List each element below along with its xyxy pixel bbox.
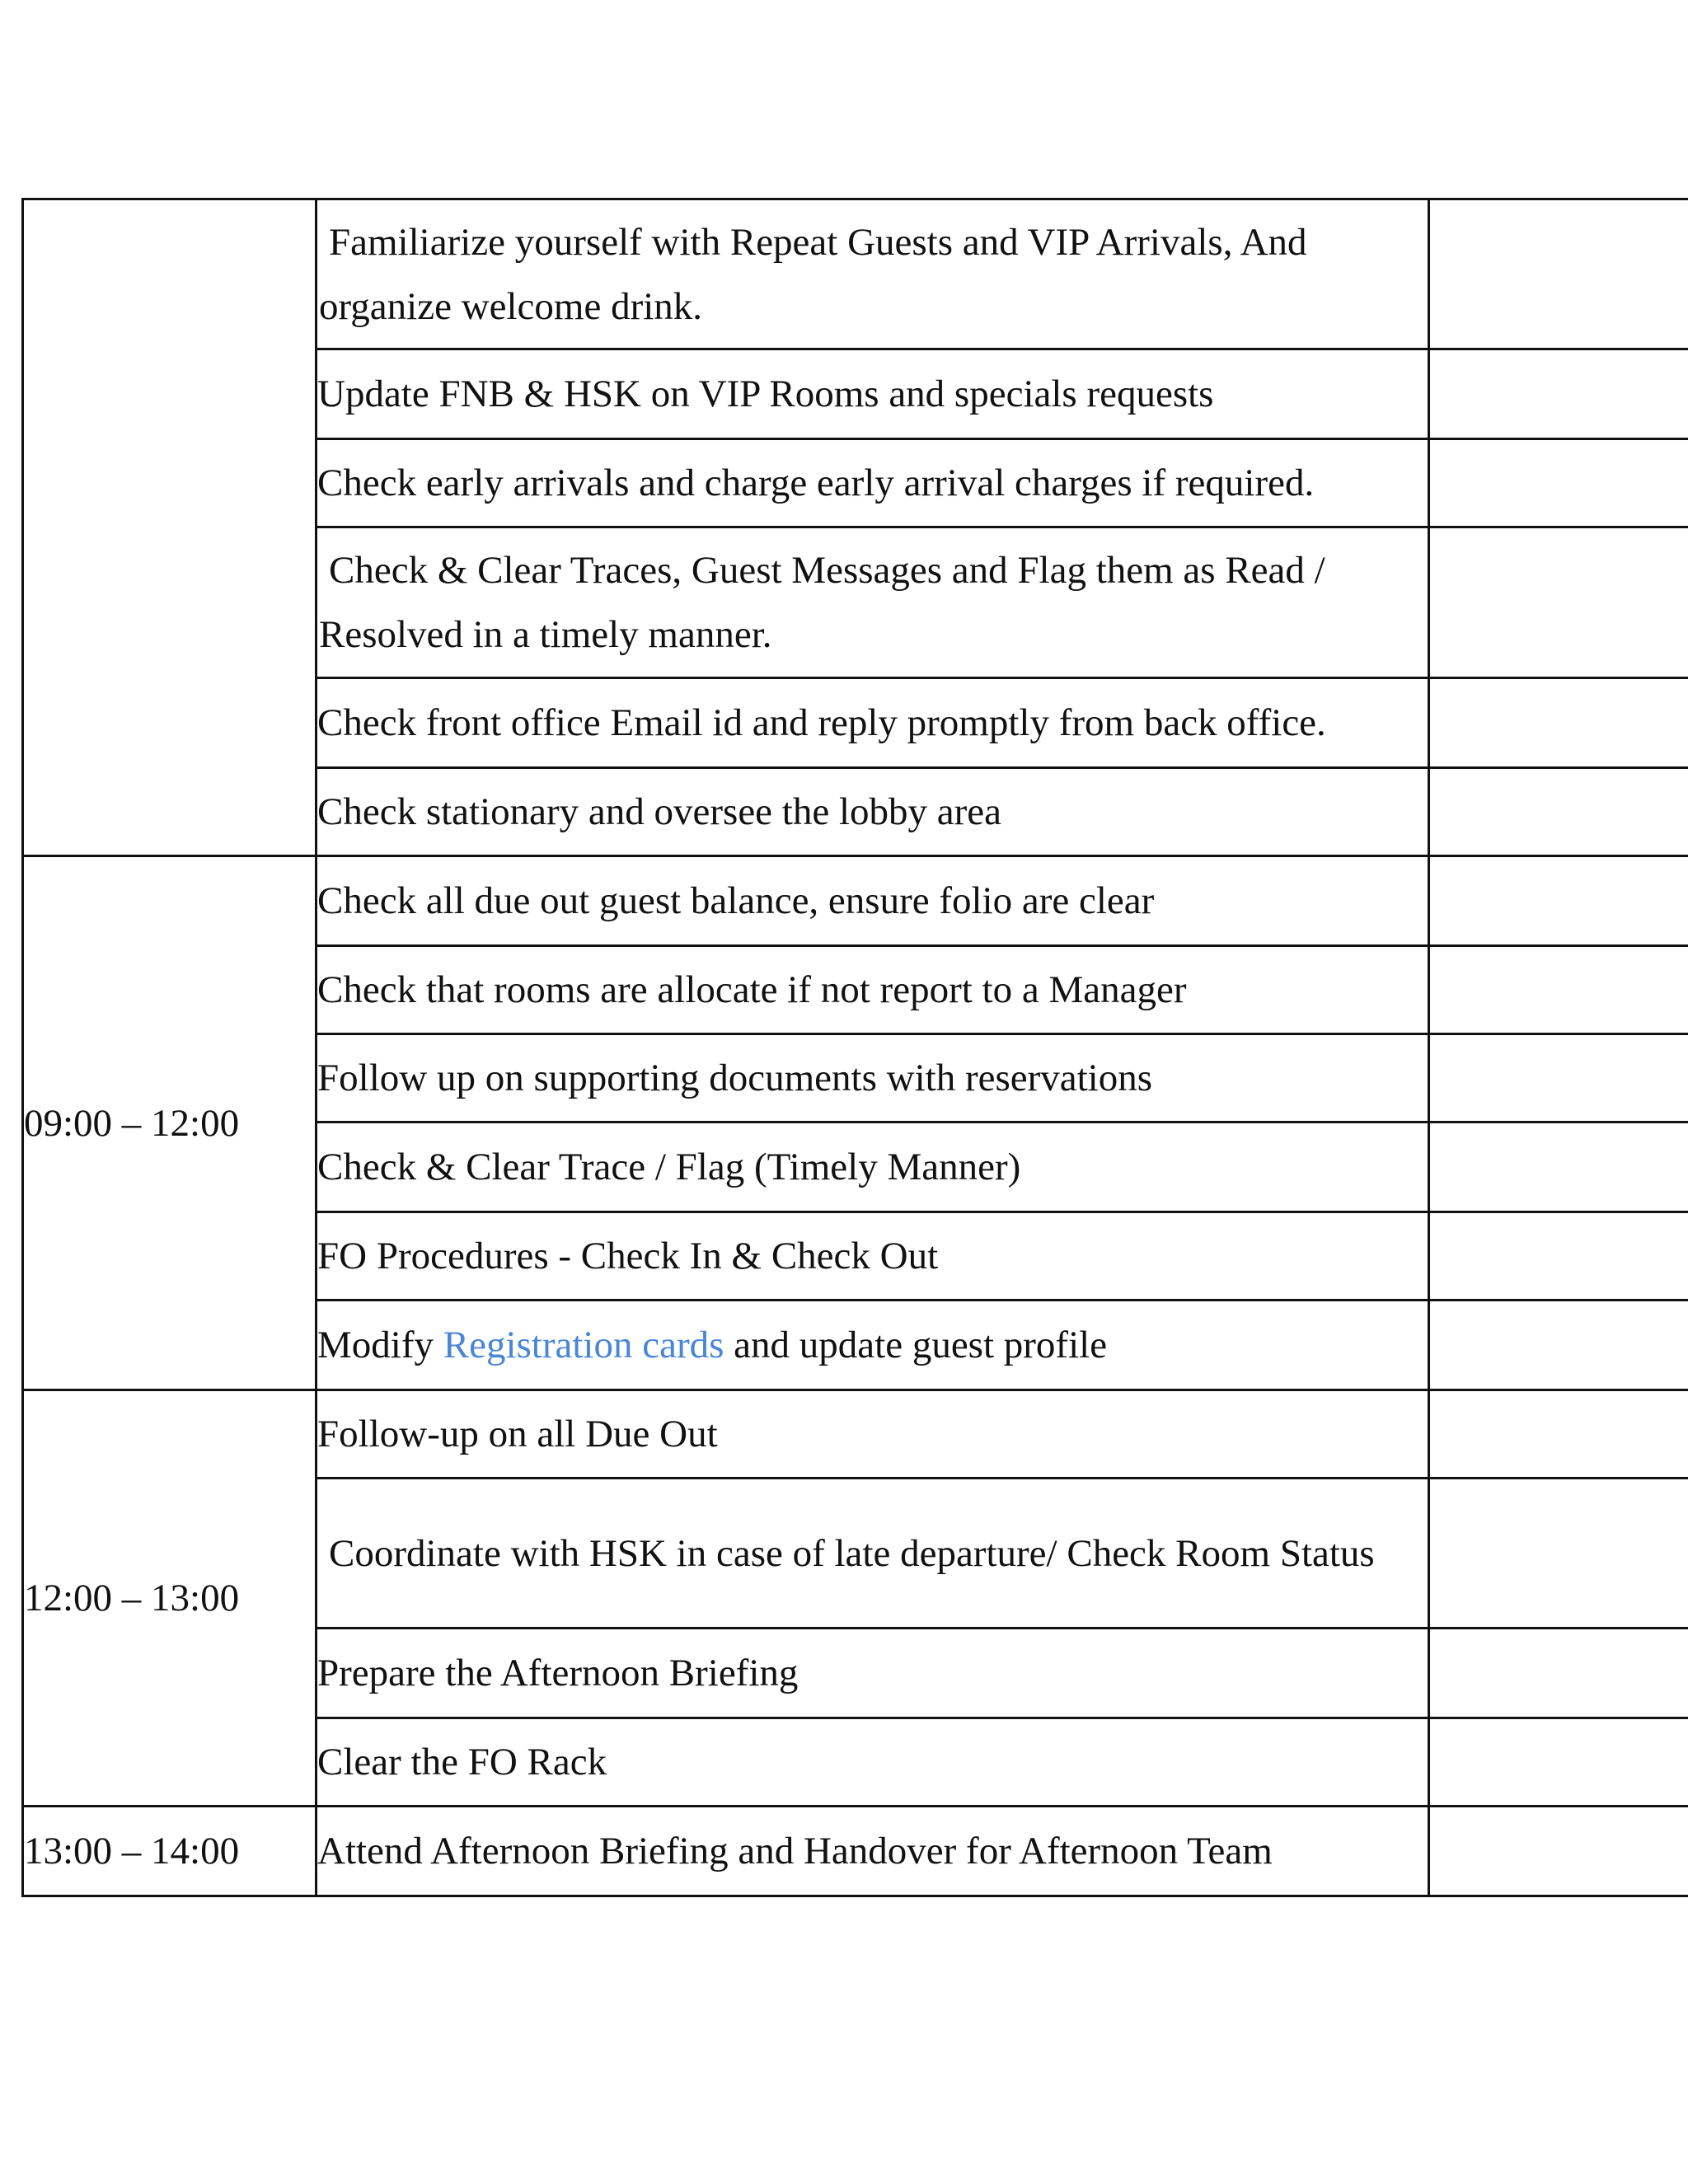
time-slot-cell: 12:00 – 13:00 — [23, 1390, 316, 1807]
check-cell[interactable] — [1429, 439, 1688, 527]
table-row — [23, 199, 1688, 349]
check-cell[interactable] — [1429, 768, 1688, 856]
task-cell: Clear the FO Rack — [316, 1718, 1429, 1807]
check-cell[interactable] — [1429, 1479, 1688, 1629]
table-row — [23, 1390, 1688, 1479]
check-cell[interactable] — [1429, 1212, 1688, 1301]
task-cell: FO Procedures - Check In & Check Out — [316, 1212, 1429, 1301]
check-cell[interactable] — [1429, 1390, 1688, 1479]
check-cell[interactable] — [1429, 946, 1688, 1034]
check-cell[interactable] — [1429, 349, 1688, 439]
table-row — [23, 1807, 1688, 1896]
time-slot-cell: 09:00 – 12:00 — [23, 856, 316, 1390]
check-cell[interactable] — [1429, 199, 1688, 349]
task-cell: Check that rooms are allocate if not report to a Manager — [316, 946, 1429, 1034]
check-cell[interactable] — [1429, 1807, 1688, 1896]
task-cell: Update FNB & HSK on VIP Rooms and specials requests — [316, 349, 1429, 439]
task-cell: Check stationary and oversee the lobby area — [316, 768, 1429, 856]
task-cell: Check all due out guest balance, ensure folio are clear — [316, 856, 1429, 946]
registration-cards-link[interactable]: Registration cards — [443, 1324, 724, 1366]
check-cell[interactable] — [1429, 1629, 1688, 1718]
time-slot-cell: 13:00 – 14:00 — [23, 1807, 316, 1896]
check-cell[interactable] — [1429, 1034, 1688, 1122]
check-cell[interactable] — [1429, 1718, 1688, 1807]
task-cell: Check front office Email id and reply promptly from back office. — [316, 678, 1429, 768]
task-cell: Prepare the Afternoon Briefing — [316, 1629, 1429, 1718]
table-row — [23, 856, 1688, 946]
task-text: Modify — [317, 1324, 434, 1366]
task-text: and update guest profile — [734, 1324, 1108, 1366]
check-cell[interactable] — [1429, 678, 1688, 768]
task-cell: Check early arrivals and charge early arrival charges if required. — [316, 439, 1429, 527]
check-cell[interactable] — [1429, 856, 1688, 946]
task-cell: Coordinate with HSK in case of late departure/ Check Room Status — [316, 1479, 1429, 1629]
task-cell-modify — [316, 1301, 1429, 1390]
task-cell: Check & Clear Trace / Flag (Timely Manner) — [316, 1122, 1429, 1212]
task-cell: Follow-up on all Due Out — [316, 1390, 1429, 1479]
task-cell: Check & Clear Traces, Guest Messages and Flag them as Read / Resolved in a timely manner. — [316, 527, 1429, 678]
check-cell[interactable] — [1429, 527, 1688, 678]
time-slot-cell — [23, 199, 316, 856]
task-cell: Follow up on supporting documents with reservations — [316, 1034, 1429, 1122]
check-cell[interactable] — [1429, 1301, 1688, 1390]
schedule-table — [21, 198, 1688, 1897]
task-cell: Familiarize yourself with Repeat Guests and VIP Arrivals, And organize welcome drink. — [316, 199, 1429, 349]
task-cell: Attend Afternoon Briefing and Handover for Afternoon Team — [316, 1807, 1429, 1896]
check-cell[interactable] — [1429, 1122, 1688, 1212]
